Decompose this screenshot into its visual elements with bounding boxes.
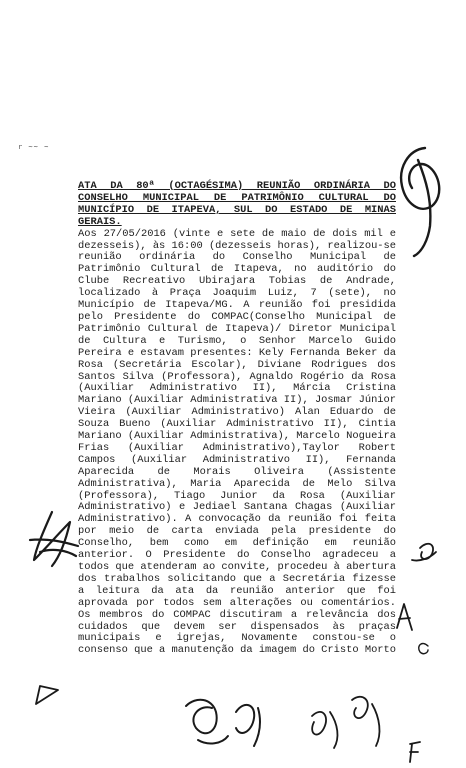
initial-right-a [397, 604, 412, 630]
meeting-minutes-text [78, 181, 396, 657]
signature-top-right [401, 148, 439, 256]
initial-left-triangle [36, 686, 58, 704]
document-title-text: ATA DA 80ª (OCTAGÉSIMA) REUNIÃO ORDINÁRIA DO CONSELHO MUNICIPAL DE PATRIMÔNIO CULTURAL DO MUNICÍPIO DE ITAPEVA, SUL DO ESTADO DE MINAS GERAIS. [78, 180, 396, 228]
signature-bottom-1 [186, 700, 228, 744]
signature-bottom-3 [312, 712, 337, 748]
document-title [78, 181, 396, 229]
signature-left-margin [30, 512, 78, 566]
header-mark: r ~~ ~ [18, 143, 50, 151]
signature-bottom-4 [352, 697, 379, 746]
initial-right-1 [412, 544, 436, 561]
signature-bottom-2 [236, 705, 260, 746]
document-body: Aos 27/05/2016 (vinte e sete de maio de dois mil e dezesseis), às 16:00 (dezesseis horas), realizou-se reunião ordinária do Conselho Municipal de Patrimônio Cultural de Itapeva, no auditório do Clube Recreativo Ubirajara Tobias de Andrade, localizado à Praça Joaquim Luiz, 7 (sete), no Município de Itapeva/MG. A reunião foi presidida pelo Presidente do COMPAC(Conselho Municipal de Patrimônio Cultural de Itapeva)/ Diretor Municipal de Cultura e Turismo, o Senhor Marcelo Guido Pereira e estavam presentes: Kely Fernanda Beker da Rosa (Secretária Escolar), Diviane Rodrigues dos Santos Silva (Professora), Agnaldo Rogério da Rosa (Auxiliar Administrativo II), Márcia Cristina Mariano (Auxiliar Administrativa II), Josmar Júnior Vieira (Auxiliar Administrativo) Alan Eduardo de Souza Bueno (Auxiliar Administrativo II), Cintia Mariano (Auxiliar Administrativa), Marcelo Nogueira Frias (Auxiliar Administrativo),Taylor Robert Campos (Auxiliar Administrativo II), Fernanda Aparecida de Morais Oliveira (Assistente Administrativa), Maria Aparecida de Melo Silva (Professora), Tiago Junior da Rosa (Auxiliar Administrativo) e Jediael Santana Chagas (Auxiliar Administrativo). A convocação da reunião foi feita por meio de carta enviada pela presidente do Conselho, bem como em definição em reunião anterior. O Presidente do Conselho agradeceu a todos que atenderam ao convite, procedeu à abertura dos trabalhos solicitando que a Secretária fizesse a leitura da ata da reunião anterior que foi aprovada por todos sem alterações ou comentários. Os membros do COMPAC discutiram a relevância dos cuidados que devem ser dispensados às praças municipais e igrejas, Novamente constou-se o consenso que a manutenção da imagem do Cristo Morto [78, 227, 397, 657]
initial-bottom-f [410, 742, 420, 762]
initial-right-c [419, 644, 428, 654]
